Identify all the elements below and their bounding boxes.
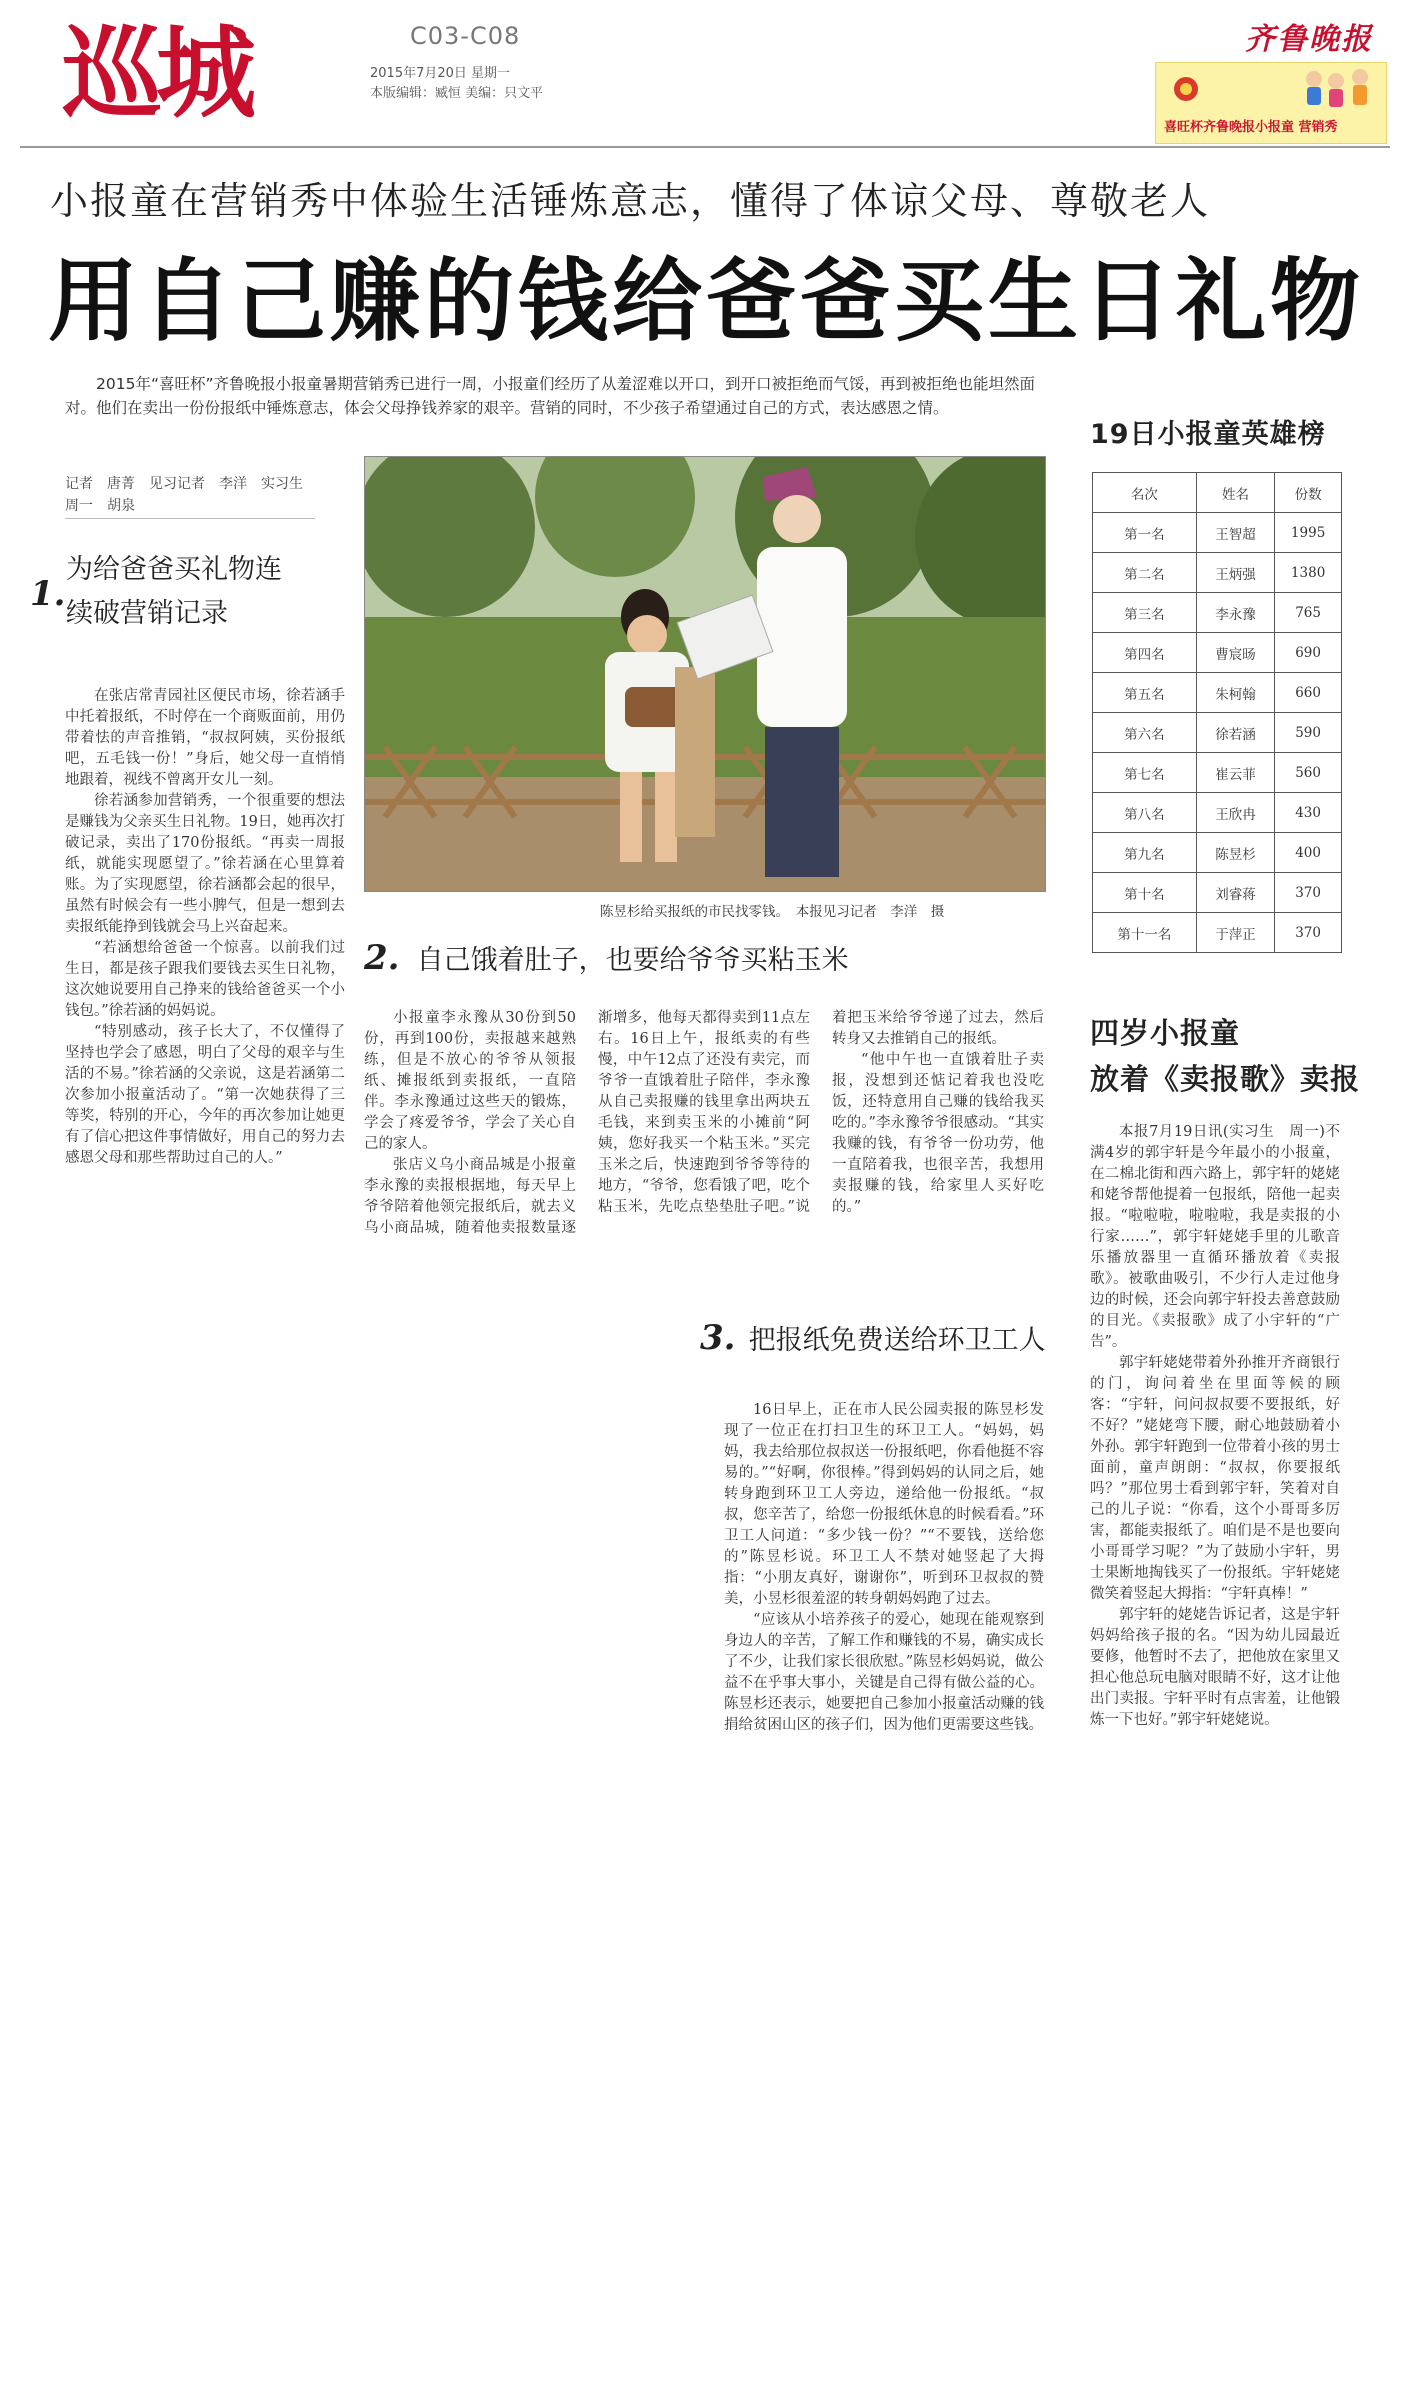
section-1-body — [30, 686, 345, 1169]
ranking-header-rank: 名次 — [1093, 473, 1197, 513]
section-2-paragraph: 张店义乌小商品城是小报童李永豫的卖报根据地，每天早上爷爷陪着他领完报纸后，就去义乌小商品城，随着他卖报数量逐渐增多，他每天都得卖到11点左右。16日上午，报纸卖的有些慢，中午12点了还没有卖完，而爷爷一直饿着肚子陪伴，李永豫从自己卖报赚的钱里拿出两块五毛钱，来到卖玉米的小摊前“阿姨，您好我买一个粘玉米。”买完玉米之后，快速跑到爷爷等待的地方，“爷爷，您看饿了吧，吃个粘玉米，先吃点垫垫肚子吧。”说着把玉米给爷爷递了过去，然后转身又去推销自己的报纸。 — [364, 1010, 1044, 1236]
page-date: 2015年7月20日 星期一 — [370, 66, 511, 81]
ranking-name: 王智超 — [1196, 513, 1274, 553]
news-photo-illustration — [365, 457, 1045, 891]
ranking-count: 370 — [1275, 873, 1342, 913]
paper-name: 齐鲁晚报 — [1245, 22, 1373, 57]
ranking-rank: 第一名 — [1093, 513, 1197, 553]
ranking-name: 李永豫 — [1196, 593, 1274, 633]
section-2-paragraph: “他中午也一直饿着肚子卖报，没想到还惦记着我也没吃饭，还特意用自己赚的钱给我买吃的。”李永豫爷爷很感动。“其实我赚的钱，有爷爷一份功劳，他一直陪着我，也很辛苦，我想用卖报赚的钱，给家里人买好吃的。” — [832, 1052, 1044, 1215]
byline-rule — [65, 518, 315, 519]
masthead-rule — [20, 146, 1390, 148]
ranking-name: 于萍正 — [1196, 913, 1274, 953]
ranking-name: 崔云菲 — [1196, 753, 1274, 793]
promo-kids-icon — [1156, 63, 1386, 119]
promo-label: 喜旺杯齐鲁晚报小报童 营销秀 — [1164, 120, 1338, 135]
section-2 — [364, 938, 1044, 1239]
ranking-row — [1093, 633, 1342, 673]
ranking-header-count: 份数 — [1275, 473, 1342, 513]
section-1-title: 为给爸爸买礼物连续破营销记录 — [66, 554, 282, 629]
section-1-paragraph: “特别感动，孩子长大了，不仅懂得了坚持也学会了感恩，明白了父母的艰辛与生活的不易。”徐若涵的父亲说，这是若涵第二次参加小报童活动了。“第一次她获得了三等奖，特别的开心，今年的再次参加让她更有了信心把这件事情做好，用自己的努力去感恩父母和那些帮助过自己的人。” — [65, 1024, 345, 1166]
section-2-body — [364, 1008, 1044, 1239]
ranking-row — [1093, 793, 1342, 833]
side-story-paragraph: 郭宇轩的姥姥告诉记者，这是宇轩妈妈给孩子报的名。“因为幼儿园最近要修，他暂时不去了，把他放在家里又担心他总玩电脑对眼睛不好，这才让他出门卖报。宇轩平时有点害羞，让他锻炼一下也好。”郭宇轩姥姥说。 — [1090, 1607, 1340, 1728]
section-2-paragraph: 小报童李永豫从30份到50份，再到100份，卖报越来越熟练，但是不放心的爷爷从领报纸、摊报纸到卖报纸，一直陪伴。李永豫通过这些天的锻炼，学会了疼爱爷爷，学会了关心自己的家人。 — [364, 1010, 576, 1152]
news-photo — [364, 456, 1046, 892]
ranking-header-row — [1093, 473, 1342, 513]
ranking-rank: 第十名 — [1093, 873, 1197, 913]
side-story-body — [1090, 1122, 1340, 1731]
ranking-rank: 第八名 — [1093, 793, 1197, 833]
ranking-name: 陈昱杉 — [1196, 833, 1274, 873]
ranking-name: 朱柯翰 — [1196, 673, 1274, 713]
ranking-count: 560 — [1275, 753, 1342, 793]
ranking-rank: 第二名 — [1093, 553, 1197, 593]
side-story-title-line2: 放着《卖报歌》卖报 — [1090, 1062, 1361, 1096]
ranking-count: 400 — [1275, 833, 1342, 873]
ranking-count: 370 — [1275, 913, 1342, 953]
section-3 — [700, 1318, 1045, 1736]
ranking-rank: 第九名 — [1093, 833, 1197, 873]
section-2-title: 自己饿着肚子，也要给爷爷买粘玉米 — [416, 945, 849, 976]
ranking-name: 王欣冉 — [1196, 793, 1274, 833]
photo-caption: 陈昱杉给买报纸的市民找零钱。 本报见习记者 李洋 摄 — [600, 904, 945, 920]
side-story-title-line1: 四岁小报童 — [1090, 1016, 1241, 1050]
side-story-paragraph: 郭宇轩姥姥带着外孙推开齐商银行的门，询问着坐在里面等候的顾客：“宇轩，问问叔叔要不要报纸，好不好？”姥姥弯下腰，耐心地鼓励着小外孙。郭宇轩跑到一位带着小孩的男士面前，童声朗朗：“叔叔，你要报纸吗？”那位男士看到郭宇轩，笑着对自己的儿子说：“你看，这个小哥哥多厉害，都能卖报纸了。咱们是不是也要向小哥哥学习呢？”为了鼓励小宇轩，男士果断地掏钱买了一份报纸。宇轩姥姥微笑着竖起大拇指：“宇轩真棒！” — [1090, 1355, 1340, 1602]
article-lead: 2015年“喜旺杯”齐鲁晚报小报童暑期营销秀已进行一周，小报童们经历了从羞涩难以开口，到开口被拒绝而气馁，再到被拒绝也能坦然面对。他们在卖出一份份报纸中锤炼意志，体会父母挣钱养家的艰辛。营销的同时，不少孩子希望通过自己的方式，表达感恩之情。 — [65, 375, 1036, 417]
section-logo-text: 巡城 — [62, 15, 250, 122]
ranking-rank: 第三名 — [1093, 593, 1197, 633]
ranking-count: 590 — [1275, 713, 1342, 753]
ranking-count: 1380 — [1275, 553, 1342, 593]
ranking-rank: 第五名 — [1093, 673, 1197, 713]
section-1-paragraph: “若涵想给爸爸一个惊喜。以前我们过生日，都是孩子跟我们要钱去买生日礼物，这次她说要用自己挣来的钱给爸爸买一个小钱包。”徐若涵的妈妈说。 — [65, 940, 345, 1019]
ranking-name: 王炳强 — [1196, 553, 1274, 593]
ranking-row — [1093, 593, 1342, 633]
ranking-row — [1093, 673, 1342, 713]
ranking-title: 19日小报童英雄榜 — [1090, 419, 1326, 450]
ranking-table — [1092, 472, 1342, 953]
section-3-paragraph: 16日早上，正在市人民公园卖报的陈昱杉发现了一位正在打扫卫生的环卫工人。“妈妈，妈妈，我去给那位叔叔送一份报纸吧，你看他挺不容易的。”“好啊，你很棒。”得到妈妈的认同之后，她转身跑到环卫工人旁边，递给他一份报纸。“叔叔，您辛苦了，给您一份报纸休息的时候看看。”环卫工人问道：“多少钱一份？”“不要钱，送给您的”陈昱杉说。环卫工人不禁对她竖起了大拇指：“小朋友真好，谢谢你”，听到环卫叔叔的赞美，小昱杉很羞涩的转身朝妈妈跑了过去。 — [724, 1402, 1044, 1607]
side-story-title — [1090, 1010, 1360, 1102]
section-1 — [30, 548, 345, 1169]
page-editors: 本版编辑：臧恒 美编：只文平 — [370, 86, 544, 101]
section-2-number: 2. — [364, 938, 400, 978]
ranking-name: 曹宸旸 — [1196, 633, 1274, 673]
article-byline: 记者 唐菁 见习记者 李洋 实习生 周一 胡泉 — [65, 476, 317, 514]
ranking-name: 刘睿蒋 — [1196, 873, 1274, 913]
ranking-count: 765 — [1275, 593, 1342, 633]
section-1-paragraph: 在张店常青园社区便民市场，徐若涵手中托着报纸，不时停在一个商贩面前，用仍带着怯的声音推销，“叔叔阿姨，买份报纸吧，五毛钱一份！”身后，她父母一直悄悄地跟着，视线不曾离开女儿一刻。 — [65, 688, 345, 788]
ranking-row — [1093, 513, 1342, 553]
article-headline: 用自己赚的钱给爸爸买生日礼物 — [48, 249, 1364, 354]
ranking-row — [1093, 553, 1342, 593]
page-code: C03-C08 — [410, 22, 521, 50]
section-3-body — [700, 1400, 1044, 1736]
ranking-rank: 第十一名 — [1093, 913, 1197, 953]
ranking-header-name: 姓名 — [1196, 473, 1274, 513]
section-1-number: 1. — [30, 574, 66, 614]
ranking-row — [1093, 753, 1342, 793]
ranking-count: 690 — [1275, 633, 1342, 673]
side-story-paragraph: 本报7月19日讯(实习生 周一)不满4岁的郭宇轩是今年最小的小报童，在二棉北街和西六路上，郭宇轩的姥姥和姥爷帮他提着一包报纸，陪他一起卖报。“啦啦啦，啦啦啦，我是卖报的小行家……”，郭宇轩姥姥手里的儿歌音乐播放器里一直循环播放着《卖报歌》。被歌曲吸引，不少行人走过他身边的时候，还会向郭宇轩投去善意鼓励的目光。《卖报歌》成了小宇轩的“广告”。 — [1090, 1124, 1340, 1350]
ranking-rank: 第六名 — [1093, 713, 1197, 753]
section-3-number: 3. — [700, 1318, 736, 1358]
ranking-name: 徐若涵 — [1196, 713, 1274, 753]
ranking-row — [1093, 713, 1342, 753]
ranking-rank: 第四名 — [1093, 633, 1197, 673]
ranking-row — [1093, 873, 1342, 913]
ranking-row — [1093, 833, 1342, 873]
promo-banner — [1155, 62, 1387, 144]
ranking-count: 430 — [1275, 793, 1342, 833]
section-3-title: 把报纸免费送给环卫工人 — [748, 1325, 1046, 1356]
section-1-paragraph: 徐若涵参加营销秀，一个很重要的想法是赚钱为父亲买生日礼物。19日，她再次打破记录，卖出了170份报纸。“再卖一周报纸，就能实现愿望了。”徐若涵在心里算着账。为了实现愿望，徐若涵都会起的很早，虽然有时候会有一些小脾气，但是一想到去卖报纸能挣到钱就会马上兴奋起来。 — [65, 793, 345, 935]
ranking-count: 1995 — [1275, 513, 1342, 553]
ranking-row — [1093, 913, 1342, 953]
section-3-paragraph: “应该从小培养孩子的爱心，她现在能观察到身边人的辛苦，了解工作和赚钱的不易，确实成长了不少，让我们家长很欣慰。”陈昱杉妈妈说，做公益不在乎事大事小，关键是自己得有做公益的心。陈昱杉还表示，她要把自己参加小报童活动赚的钱捐给贫困山区的孩子们，因为他们更需要这些钱。 — [724, 1612, 1044, 1733]
section-logo — [62, 12, 322, 122]
article-kicker: 小报童在营销秀中体验生活锤炼意志，懂得了体谅父母、尊敬老人 — [50, 179, 1211, 223]
ranking-count: 660 — [1275, 673, 1342, 713]
ranking-rank: 第七名 — [1093, 753, 1197, 793]
